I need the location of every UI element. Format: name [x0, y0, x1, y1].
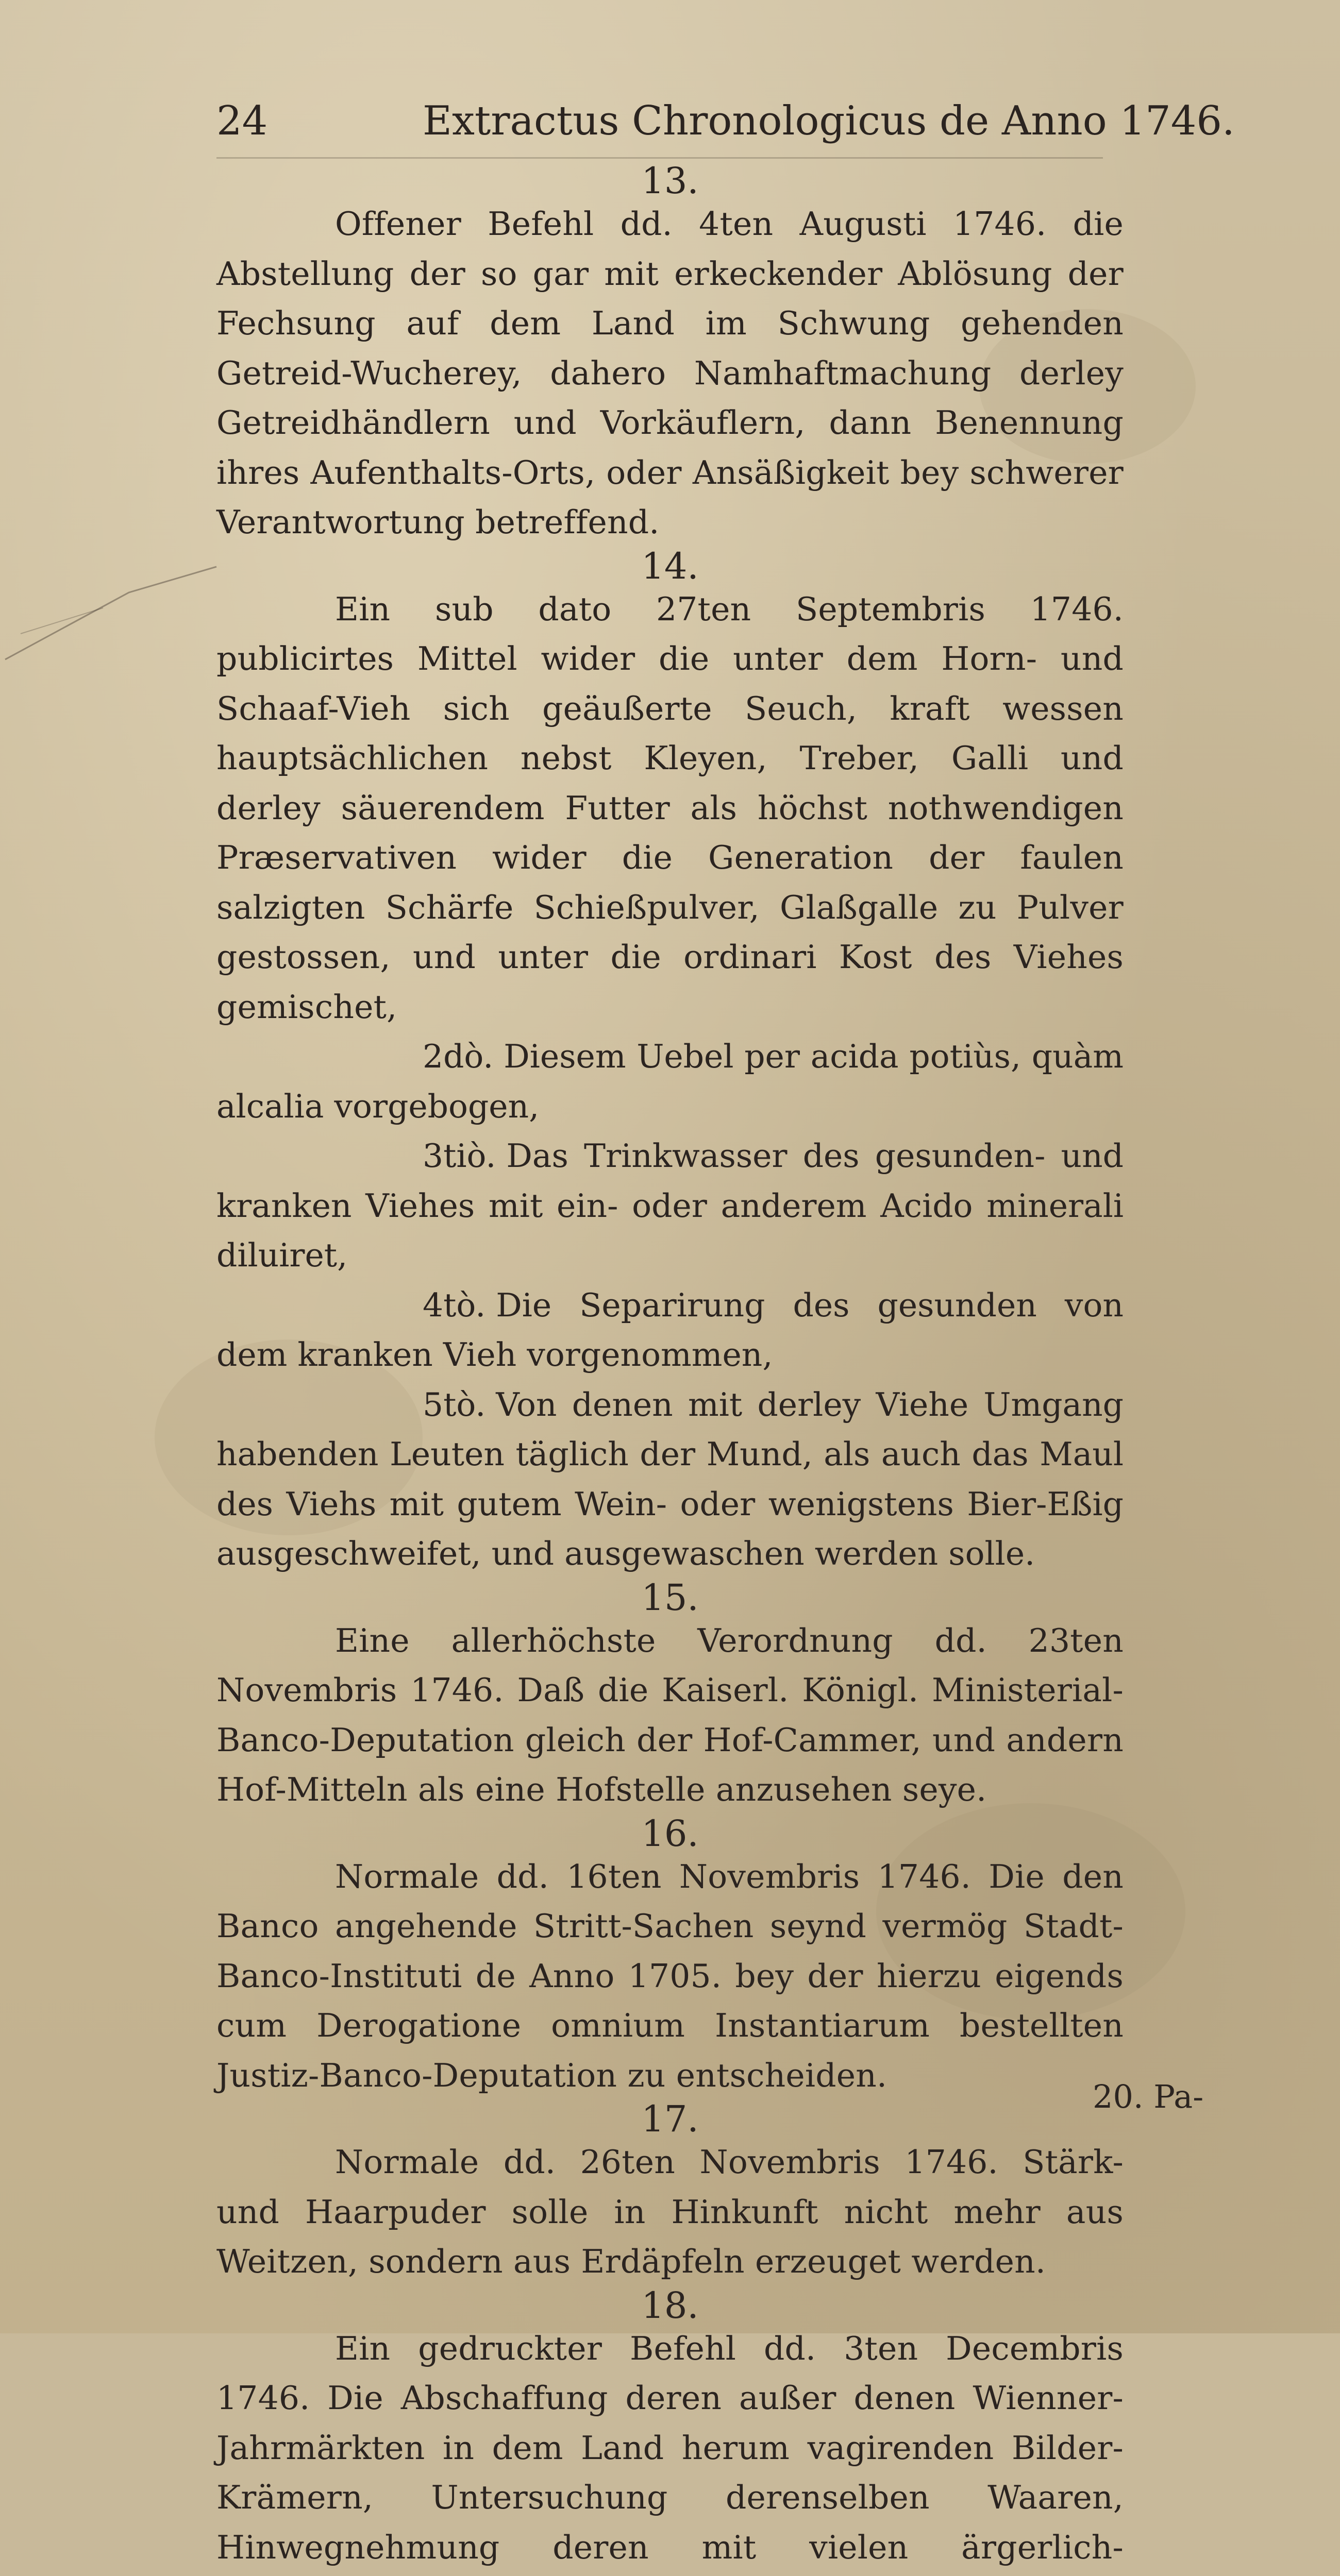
entry-text: Eine allerhöchste Verordnung dd. 23ten Novembris 1746. Daß die Kaiserl. Königl. Ministerial-Banco-Deputation gleich der Hof-Cammer, und andern Hof-Mitteln als eine Hofstelle anzusehen seye.: [216, 1616, 1124, 1815]
entry-number: 16.: [216, 1815, 1124, 1852]
entry-number: 14.: [216, 548, 1124, 585]
entry-number: 18.: [216, 2287, 1124, 2324]
page-header: [216, 95, 1118, 147]
sub-item-text: Das Trinkwasser des gesunden- und kranken Viehes mit ein- oder anderem Acido minerali diluiret,: [216, 1137, 1124, 1274]
sub-item-text: Diesem Uebel per acida potiùs, quàm alcalia vorgebogen,: [216, 1038, 1124, 1125]
sub-item-text: Von denen mit derley Viehe Umgang habenden Leuten täglich der Mund, als auch das Maul des Viehs mit gutem Wein- oder wenigstens Bier-Eßig ausgeschweifet, und ausgewaschen werden solle.: [216, 1386, 1124, 1573]
entry-18: [216, 2287, 1124, 2576]
sub-item-ordinal: 3tiò.: [320, 1131, 496, 1181]
entry-text: Ein sub dato 27ten Septembris 1746. publicirtes Mittel wider die unter dem Horn- und Schaaf-Vieh sich geäußerte Seuch, kraft wessen hauptsächlichen nebst Kleyen, Treber, Galli und derley säuerendem Futter als höchst nothwendigen Præservativen wider die Generation der faulen salzigten Schärfe Schießpulver, Glaßgalle zu Pulver gestossen, und unter die ordinari Kost des Viehes gemischet,: [216, 585, 1124, 1032]
page-number: 24: [216, 95, 267, 147]
entry-number: 13.: [216, 162, 1124, 199]
sub-item-ordinal: 5tò.: [320, 1380, 485, 1430]
sub-item-ordinal: 2dò.: [320, 1032, 493, 1082]
entry-sub-item: [216, 1032, 1124, 1131]
entry-text: Normale dd. 26ten Novembris 1746. Stärk- und Haarpuder solle in Hinkunft nicht mehr aus Weitzen, sondern aus Erdäpfeln erzeuget werden.: [216, 2138, 1124, 2287]
entry-16: [216, 1815, 1124, 2101]
entry-15: [216, 1579, 1124, 1815]
entry-text: Normale dd. 16ten Novembris 1746. Die den Banco angehende Stritt-Sachen seynd vermög Stadt-Banco-Instituti de Anno 1705. bey der hierzu eigends cum Derogatione omnium Instantiarum bestellten Justiz-Banco-Deputation zu entscheiden.: [216, 1852, 1124, 2101]
entry-17: [216, 2100, 1124, 2287]
entry-sub-item: [216, 1131, 1124, 1281]
entry-number: 17.: [216, 2100, 1124, 2138]
header-divider: [216, 157, 1103, 159]
sub-item-text: Die Separirung des gesunden von dem kranken Vieh vorgenommen,: [216, 1286, 1124, 1374]
entry-sub-item: [216, 1380, 1124, 1579]
entry-14: [216, 548, 1124, 1579]
page-body: [216, 162, 1124, 2576]
entry-13: [216, 162, 1124, 548]
catchword: 20. Pa-: [1093, 2076, 1203, 2117]
entry-sub-item: [216, 1281, 1124, 1380]
entry-text: Ein gedruckter Befehl dd. 3ten Decembris 1746. Die Abschaffung deren außer denen Wienner-Jahrmärkten in dem Land herum vagirenden Bilder-Krämern, Untersuchung derenselben Waaren, Hinwegnehmung deren mit vielen ärgerlich-: [216, 2324, 1124, 2576]
entry-number: 15.: [216, 1579, 1124, 1616]
running-title: Extractus Chronologicus de Anno 1746.: [423, 95, 1235, 147]
sub-item-ordinal: 4tò.: [320, 1281, 485, 1331]
entry-text: Offener Befehl dd. 4ten Augusti 1746. die Abstellung der so gar mit erkeckender Ablösung der Fechsung auf dem Land im Schwung gehenden Getreid-Wucherey, dahero Namhaftmachung derley Getreidhändlern und Vorkäuflern, dann Benennung ihres Aufenthalts-Orts, oder Ansäßigkeit bey schwerer Verantwortung betreffend.: [216, 199, 1124, 548]
